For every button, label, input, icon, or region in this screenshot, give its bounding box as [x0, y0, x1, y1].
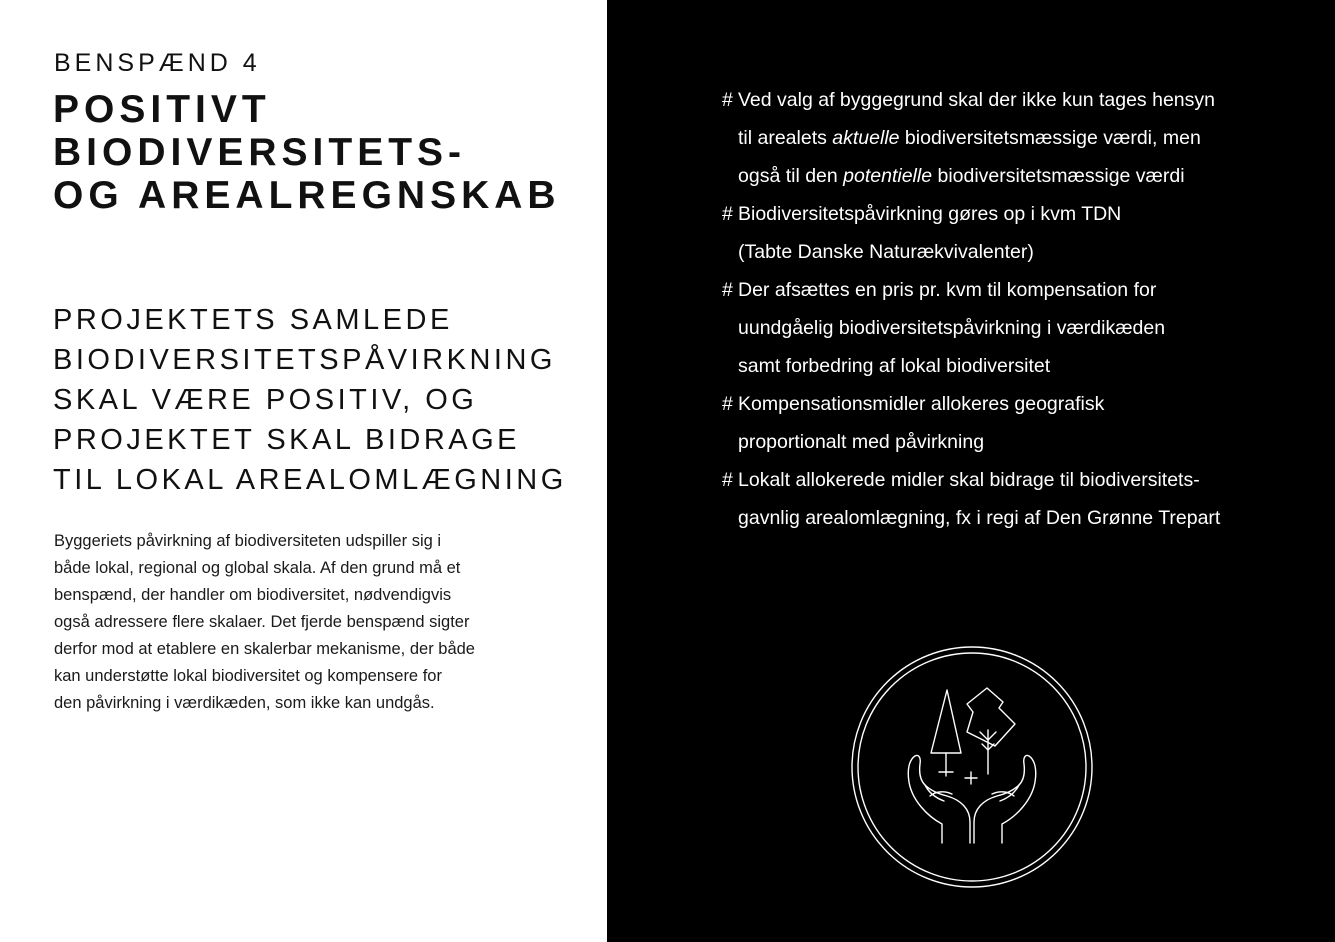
emphasis-text: potentielle	[843, 165, 933, 187]
bullet-text: biodiversitetsmæssige værdi	[932, 165, 1185, 187]
bullet-marker: #	[722, 279, 733, 301]
bullet-marker: #	[722, 89, 733, 111]
bullet-item	[722, 271, 1322, 385]
bullet-list	[722, 81, 1322, 537]
title-line: BIODIVERSITETS-	[53, 131, 467, 174]
bullet-text: også til den	[738, 165, 844, 187]
bullet-item	[722, 385, 1322, 461]
bullet-line: Kompensationsmidler allokeres geografisk	[738, 393, 1105, 415]
bullet-line: Der afsættes en pris pr. kvm til kompensation for	[738, 279, 1157, 301]
subtitle	[53, 300, 598, 500]
bullet-marker: #	[722, 393, 733, 415]
right-panel	[607, 0, 1335, 942]
body-line: kan understøtte lokal biodiversitet og kompensere for	[54, 667, 442, 685]
subtitle-line: BIODIVERSITETSPÅVIRKNING	[53, 344, 556, 376]
title-line: OG AREALREGNSKAB	[53, 174, 561, 217]
bullet-line: proportionalt med påvirkning	[738, 431, 985, 453]
body-line: også adressere flere skalaer. Det fjerde benspænd sigter	[54, 613, 470, 631]
bullet-line	[738, 157, 1322, 195]
bullet-line: Ved valg af byggegrund skal der ikke kun tages hensyn	[738, 89, 1215, 111]
bullet-marker: #	[722, 203, 733, 225]
bullet-item	[722, 461, 1322, 537]
subtitle-line: PROJEKTET SKAL BIDRAGE	[53, 424, 520, 456]
page-title	[53, 88, 593, 217]
body-line: benspænd, der handler om biodiversitet, nødvendigvis	[54, 586, 452, 604]
bullet-line: gavnlig arealomlægning, fx i regi af Den Grønne Trepart	[738, 507, 1221, 529]
body-line: den påvirkning i værdikæden, som ikke kan undgås.	[54, 694, 435, 712]
bullet-line: samt forbedring af lokal biodiversitet	[738, 355, 1051, 377]
subtitle-line: TIL LOKAL AREALOMLÆGNING	[53, 464, 567, 496]
bullet-item	[722, 195, 1322, 271]
section-kicker: BENSPÆND 4	[54, 49, 261, 77]
bullet-line: (Tabte Danske Naturækvivalenter)	[738, 241, 1034, 263]
body-line: Byggeriets påvirkning af biodiversiteten udspiller sig i	[54, 532, 442, 550]
bullet-line: Lokalt allokerede midler skal bidrage til biodiversitets-	[738, 469, 1200, 491]
body-line: både lokal, regional og global skala. Af den grund må et	[54, 559, 461, 577]
bullet-text: til arealets	[738, 127, 833, 149]
subtitle-line: SKAL VÆRE POSITIV, OG	[53, 384, 478, 416]
bullet-line: Biodiversitetspåvirkning gøres op i kvm TDN	[738, 203, 1122, 225]
bullet-line: uundgåelig biodiversitetspåvirkning i værdikæden	[738, 317, 1166, 339]
bullet-item	[722, 81, 1322, 195]
bullet-text: biodiversitetsmæssige værdi, men	[899, 127, 1201, 149]
left-panel	[0, 0, 607, 942]
title-line: POSITIVT	[53, 88, 271, 131]
subtitle-line: PROJEKTETS SAMLEDE	[53, 304, 453, 336]
bullet-marker: #	[722, 469, 733, 491]
emphasis-text: aktuelle	[832, 127, 900, 149]
bullet-line	[738, 119, 1322, 157]
body-paragraph	[54, 528, 499, 717]
body-line: derfor mod at etablere en skalerbar mekanisme, der både	[54, 640, 475, 658]
hands-holding-trees-icon	[849, 644, 1095, 890]
